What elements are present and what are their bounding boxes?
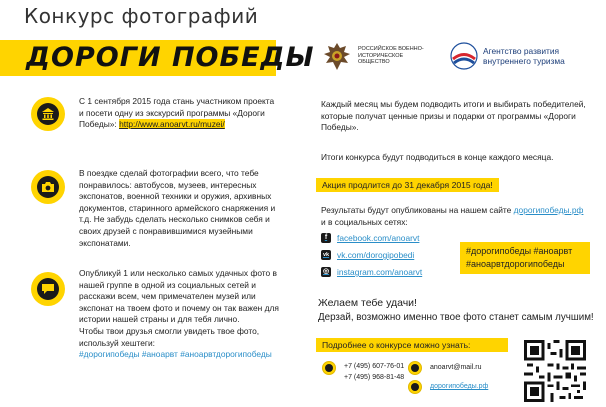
facebook-link[interactable]: facebook.com/anoarvt xyxy=(337,233,420,243)
results-suffix: и в социальных сетях: xyxy=(321,216,408,227)
hashtags-box xyxy=(460,242,590,274)
museum-icon xyxy=(31,97,65,131)
monthly-text: Итоги конкурса будут подводиться в конце каждого месяца. xyxy=(321,152,554,162)
camera-icon xyxy=(31,170,65,204)
qr-code xyxy=(524,340,586,402)
chat-icon xyxy=(31,272,65,306)
step3-block xyxy=(79,268,279,361)
step1-block xyxy=(79,96,279,131)
facebook-icon: f xyxy=(321,233,331,243)
results-block xyxy=(321,205,589,228)
step1-text: С 1 сентября 2015 года стань участником проекта и посети одну из экскурсий программы «Дороги Победы»: xyxy=(79,96,275,130)
instagram-icon: ◎ xyxy=(322,268,330,275)
step1-link[interactable]: http://www.anoarvt.ru/muzei/ xyxy=(119,119,225,130)
instagram-link[interactable]: instagram.com/anoarvt xyxy=(337,267,423,277)
phone-2[interactable]: +7 (495) 968-81-48 xyxy=(344,374,405,381)
email-link[interactable]: anoarvt@mail.ru xyxy=(430,364,482,371)
phones xyxy=(344,361,404,383)
wish-title: Желаем тебе удачи! xyxy=(318,297,417,309)
social-instagram[interactable] xyxy=(321,267,422,277)
contest-title: ДОРОГИ ПОБЕДЫ xyxy=(26,42,315,73)
hashtags-line1: #дорогипобеды #аноарвт xyxy=(466,246,573,256)
results-prefix: Результаты будут опубликованы на нашем сайте xyxy=(321,205,512,215)
agency-line2: внутреннего туризма xyxy=(483,56,565,66)
social-vk[interactable] xyxy=(321,250,422,260)
rvio-emblem-icon xyxy=(322,40,352,74)
more-info-banner: Подробнее о конкурсе можно узнать: xyxy=(316,338,508,352)
promo-banner: Акция продлится до 31 декабря 2015 года! xyxy=(316,178,499,192)
contest-subtitle: Конкурс фотографий xyxy=(24,4,259,28)
agency-logo-icon xyxy=(450,42,478,70)
intro-text: Каждый месяц мы будем подводить итоги и выбирать победителей, которые получат ценные призы и подарки от программы «Дороги Победы». xyxy=(321,99,586,133)
mail-icon xyxy=(408,361,422,375)
vk-link[interactable]: vk.com/dorogipobedi xyxy=(337,250,415,260)
agency-logo-text xyxy=(483,46,565,66)
phone-icon xyxy=(322,361,336,375)
vk-icon: vk xyxy=(322,252,330,258)
cursor-icon xyxy=(408,380,422,394)
wish-subtitle: Дерзай, возможно именно твое фото станет самым лучшим! xyxy=(318,312,594,323)
rvio-logo-text: РОССИЙСКОЕ ВОЕННО-ИСТОРИЧЕСКОЕ ОБЩЕСТВО xyxy=(358,46,424,65)
phone-1[interactable]: +7 (495) 607-76-01 xyxy=(344,363,405,370)
site-link[interactable]: дорогипобеды.рф xyxy=(430,383,489,390)
step3-text2: Чтобы твои друзья смогли увидеть твое фото, используй хештеги: xyxy=(79,325,260,348)
agency-line1: Агентство развития xyxy=(483,46,560,56)
results-site-link[interactable]: дорогипобеды.рф xyxy=(513,205,584,215)
step2-text: В поездке сделай фотографии всего, что тебе понравилось: автобусов, музеев, интересных экспонатов, военной техники и оружия, архивных документов, старинного армейского снаряжения и т.д. Не забудь сделать несколько снимков себя и своих друзей с понравившимися музейными экспонатами. xyxy=(79,168,276,248)
step3-hashtags: #дорогипобеды #аноарвт #аноарвтдорогипобеды xyxy=(79,349,272,360)
step3-text: Опубликуй 1 или несколько самых удачных фото в нашей группе в одной из социальных сетей и расскажи всем, чем примечателен музей или экспонат на твоем фото и почему он так важен для истории нашей страны и для тебя лично. xyxy=(79,268,279,325)
social-list xyxy=(321,233,422,277)
hashtags-line2: #аноарвтдорогипобеды xyxy=(466,259,565,269)
social-facebook[interactable] xyxy=(321,233,422,243)
